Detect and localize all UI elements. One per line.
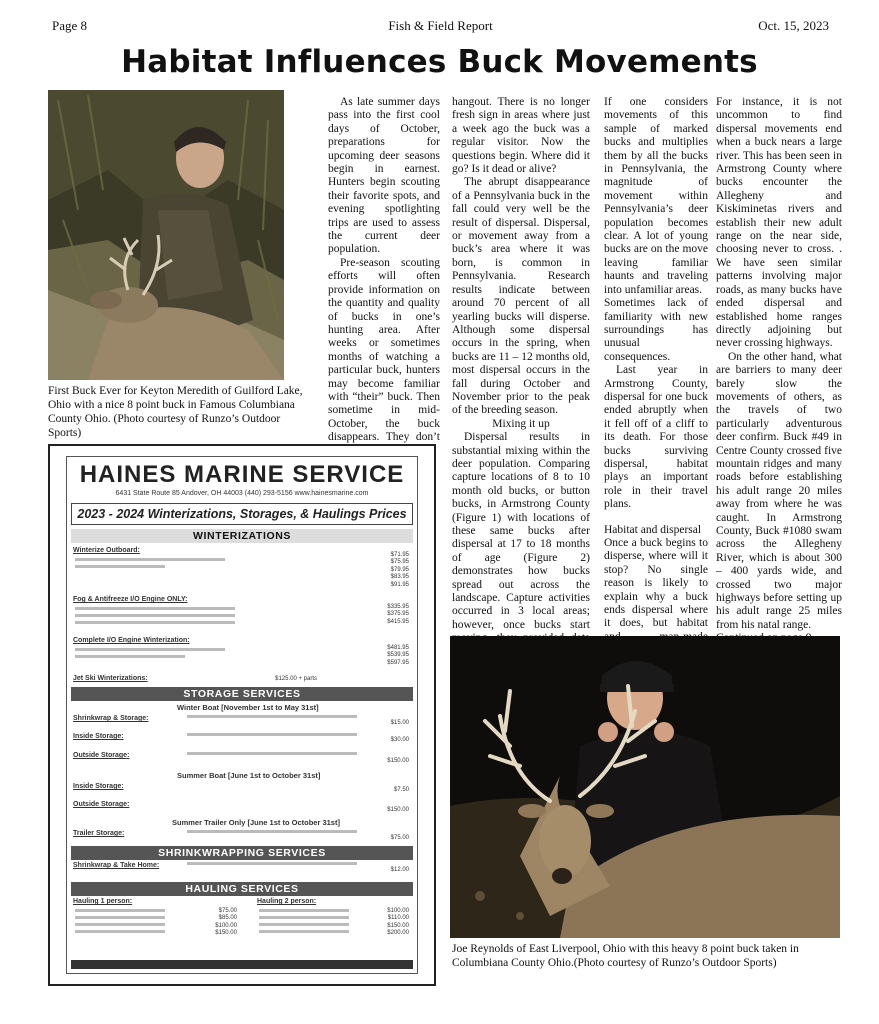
ad-title: HAINES MARINE SERVICE bbox=[79, 461, 405, 488]
ad-label-summer-boat: Summer Boat [June 1st to October 31st] bbox=[177, 771, 321, 780]
ad-price-summer-outside: $150.00 bbox=[387, 807, 409, 813]
ad-price: $83.95 bbox=[390, 574, 409, 581]
ad-text-line bbox=[187, 752, 357, 755]
ad-section-storage: STORAGE SERVICES bbox=[71, 687, 413, 701]
paragraph: Dispersal results in substantial mixing within the deer population. Comparing capture locations of 8 to 10 month old bucks, or button bucks, in Armstrong County (Figure 1) with locations of these same bucks after dispersal at 17 to 18 months of age (Figure 2) demonstrates how bucks spread out across the landscape. Capture activities occurred in 3 local areas; however, once bucks start bbox=[452, 431, 590, 631]
article-column-2 bbox=[452, 96, 590, 630]
ad-label-hauling-1: Hauling 1 person: bbox=[73, 898, 133, 905]
paragraph: Last year in Armstrong County, dispersal for one buck ended abruptly when it fell off of a cliff to its death. For those bucks surviving dispersal, habitat plays an important role in their travel plans. bbox=[604, 364, 708, 511]
ad-price-banner: 2023 - 2024 Winterizations, Storages, & Haulings Prices bbox=[71, 503, 413, 525]
ad-price: $150.00 bbox=[387, 922, 409, 929]
ad-price: $481.95 bbox=[387, 645, 409, 651]
ad-label-inside-storage: Inside Storage: bbox=[73, 733, 124, 740]
ad-label-hauling-2: Hauling 2 person: bbox=[257, 898, 317, 905]
ad-price: $200.00 bbox=[387, 930, 409, 937]
ad-price: $415.95 bbox=[387, 618, 409, 625]
ad-label-trailer-storage: Trailer Storage: bbox=[73, 830, 125, 837]
ad-text-line bbox=[75, 621, 235, 624]
ad-text-line bbox=[75, 565, 165, 568]
ad-label-outside-storage-2: Outside Storage: bbox=[73, 801, 130, 808]
ad-price: $597.95 bbox=[387, 659, 409, 666]
paragraph: As late summer days pass into the first cool days of October, preparations for upcoming deer seasons begin in earnest. Hunters begin scouting their favorite spots, and evening spotlighting trips are used to assess the current deer population. bbox=[328, 96, 440, 256]
paragraph: Sometimes lack of familiarity with new surroundings has unusual consequences. bbox=[604, 297, 708, 363]
ad-label-outside-storage: Outside Storage: bbox=[73, 752, 130, 759]
paragraph: Once a buck begins to disperse, where will it stop? No single reason is likely to explain why a buck ends dispersal where it does, but habitat bbox=[604, 537, 708, 630]
ad-text-line bbox=[75, 923, 165, 926]
ad-text-line bbox=[187, 862, 357, 865]
photo-keyton-meredith bbox=[48, 90, 284, 380]
ad-price: $75.95 bbox=[390, 559, 409, 566]
ad-price-jet-ski: $125.00 + parts bbox=[275, 676, 317, 682]
publication-name: Fish & Field Report bbox=[388, 18, 493, 33]
ad-price: $335.95 bbox=[387, 604, 409, 610]
ad-price-trailer: $75.00 bbox=[390, 835, 409, 841]
paragraph: On the other hand, what are barriers to many deer barely slow the movements of others, as the travels of two particularly adventurous deer confirm. Buck #49 in Centre County crossed five mountain ridges and many roads before establishing his adult range 20 miles away from where he was caught. In Armstrong County, Buck #1080 swam across the Allegheny River, which is about 300 – 400 yards wide, and crossed two major highways before setting up his adult range 25 miles from his natal range. bbox=[716, 350, 842, 631]
paragraph: hangout. There is no longer fresh sign in areas where just a week ago the buck was a regular visitor. Now the questions begin. Where did it go? Is it dead or alive? bbox=[452, 96, 590, 176]
ad-price-winter-inside: $30.00 bbox=[390, 737, 409, 743]
ad-section-shrink: SHRINKWRAPPING SERVICES bbox=[71, 846, 413, 860]
ad-footer-bar bbox=[71, 960, 413, 969]
ad-address: 6431 State Route 85 Andover, OH 44003 (440) 293-5156 www.hainesmarine.com bbox=[115, 490, 369, 497]
ad-text-line bbox=[187, 830, 357, 833]
ad-label-fog: Fog & Antifreeze I/O Engine ONLY: bbox=[73, 596, 188, 603]
ad-text-line bbox=[75, 916, 165, 919]
ad-prices-complete bbox=[387, 645, 409, 667]
ad-label-jet-ski: Jet Ski Winterizations: bbox=[73, 675, 148, 682]
ad-text-line bbox=[259, 930, 349, 933]
ad-text-line bbox=[75, 558, 225, 561]
ad-text-line bbox=[75, 614, 235, 617]
ad-price-summer-inside: $7.50 bbox=[393, 787, 409, 793]
ad-price: $100.00 bbox=[387, 908, 409, 914]
article-column-4 bbox=[716, 96, 842, 630]
ad-label-winter-boat: Winter Boat [November 1st to May 31st] bbox=[177, 703, 319, 712]
ad-text-line bbox=[75, 930, 165, 933]
ad-price: $79.95 bbox=[390, 566, 409, 573]
photo-joe-reynolds bbox=[450, 636, 840, 938]
article-column-3 bbox=[604, 96, 708, 630]
paragraph: If one considers movements of this sample of marked bucks and multiplies them by all the bucks in Pennsylvania, the magnitude of movement within Pennsylvania’s deer population becomes clear. A lot of young bucks are on the move leaving familiar haunts and traveling into unfamiliar areas. bbox=[604, 96, 708, 296]
ad-text-line bbox=[187, 733, 357, 736]
ad-prices-hauling-1 bbox=[215, 908, 237, 938]
paragraph: For instance, it is not uncommon to find dispersal movements end when a buck nears a large river. This has been seen in Armstrong County where bucks encounter the Allegheny and Kiskiminetas rivers and establish their new adult range on the near side, choosing never to cross. . We have seen similar patterns involving major roads, as many bucks have ended dispersal and established home ranges directly adjoining but never crossing highways. bbox=[716, 96, 842, 350]
ad-price-winter-shrink: $15.00 bbox=[390, 720, 409, 726]
ad-price: $539.95 bbox=[387, 652, 409, 659]
page-header bbox=[52, 18, 829, 36]
ad-price: $100.00 bbox=[215, 922, 237, 929]
ad-price-winter-outside: $150.00 bbox=[387, 758, 409, 764]
ad-text-line bbox=[259, 909, 349, 912]
ad-text-line bbox=[75, 607, 235, 610]
ad-section-hauling: HAULING SERVICES bbox=[71, 882, 413, 896]
ad-label-take-home: Shrinkwrap & Take Home: bbox=[73, 862, 160, 869]
ad-price: $75.00 bbox=[218, 908, 237, 914]
ad-label-shrinkwrap-storage: Shrinkwrap & Storage: bbox=[73, 715, 149, 722]
ad-label-summer-trailer: Summer Trailer Only [June 1st to October 31st] bbox=[172, 818, 340, 827]
ad-text-line bbox=[259, 923, 349, 926]
ad-price: $71.95 bbox=[390, 552, 409, 558]
ad-price: $150.00 bbox=[215, 930, 237, 937]
paragraph-gap bbox=[604, 512, 708, 524]
ad-prices-hauling-2 bbox=[387, 908, 409, 938]
ad-price: $91.95 bbox=[390, 581, 409, 588]
ad-price-take-home: $12.00 bbox=[390, 867, 409, 873]
ad-text-line bbox=[75, 648, 225, 651]
page-number: Page 8 bbox=[52, 18, 88, 33]
ad-label-complete: Complete I/O Engine Winterization: bbox=[73, 637, 190, 644]
paragraph: Pre-season scouting efforts will often provide information on the quantity and quality of bucks in one’s hunting area. After weeks or sometimes months of watching a particular buck, hunters may become familiar with “their” buck. Then sometime in mid-October, the buck disappears. They don’t bbox=[328, 256, 440, 444]
ad-text-line bbox=[75, 909, 165, 912]
ad-label-inside-storage-2: Inside Storage: bbox=[73, 783, 124, 790]
ad-text-line bbox=[187, 715, 357, 718]
ad-section-winterizations: WINTERIZATIONS bbox=[71, 529, 413, 543]
subheading-mixing: Mixing it up bbox=[492, 417, 550, 430]
ad-price: $110.00 bbox=[387, 915, 409, 922]
haines-marine-ad bbox=[48, 444, 436, 986]
ad-prices-outboard bbox=[391, 552, 409, 589]
article-column-1 bbox=[328, 96, 440, 444]
subheading-habitat: Habitat and dispersal bbox=[604, 523, 702, 536]
issue-date: Oct. 15, 2023 bbox=[758, 18, 829, 33]
ad-text-line bbox=[259, 916, 349, 919]
photo-joe-caption: Joe Reynolds of East Liverpool, Ohio with this heavy 8 point buck taken in Columbiana County Ohio.(Photo courtesy of Runzo’s Outdoor Sports) bbox=[452, 943, 799, 969]
article-headline: Habitat Influences Buck Movements bbox=[121, 44, 758, 80]
ad-price: $85.00 bbox=[218, 915, 237, 922]
photo-keyton-caption: First Buck Ever for Keyton Meredith of Guilford Lake, Ohio with a nice 8 point buck in Famous Columbiana County Ohio. (Photo courtesy of Runzo’s Outdoor Sports) bbox=[48, 385, 303, 439]
ad-prices-fog bbox=[387, 604, 409, 626]
ad-frame bbox=[66, 456, 418, 974]
ad-label-outboard: Winterize Outboard: bbox=[73, 547, 140, 554]
ad-text-line bbox=[75, 655, 185, 658]
ad-price: $375.95 bbox=[387, 611, 409, 618]
paragraph: The abrupt disappearance of a Pennsylvania buck in the fall could very well be the result of dispersal. Dispersal, or movement away from a buck’s area where it was born, is common in Pennsylvania. Research results indicate between around 70 percent of all yearling bucks will disperse. Although some dispersal occurs in the spring, when bucks are 11 – 12 months old, most dispersal occurs in the fall during October and November prior to the peak of the breeding season. bbox=[452, 176, 590, 417]
